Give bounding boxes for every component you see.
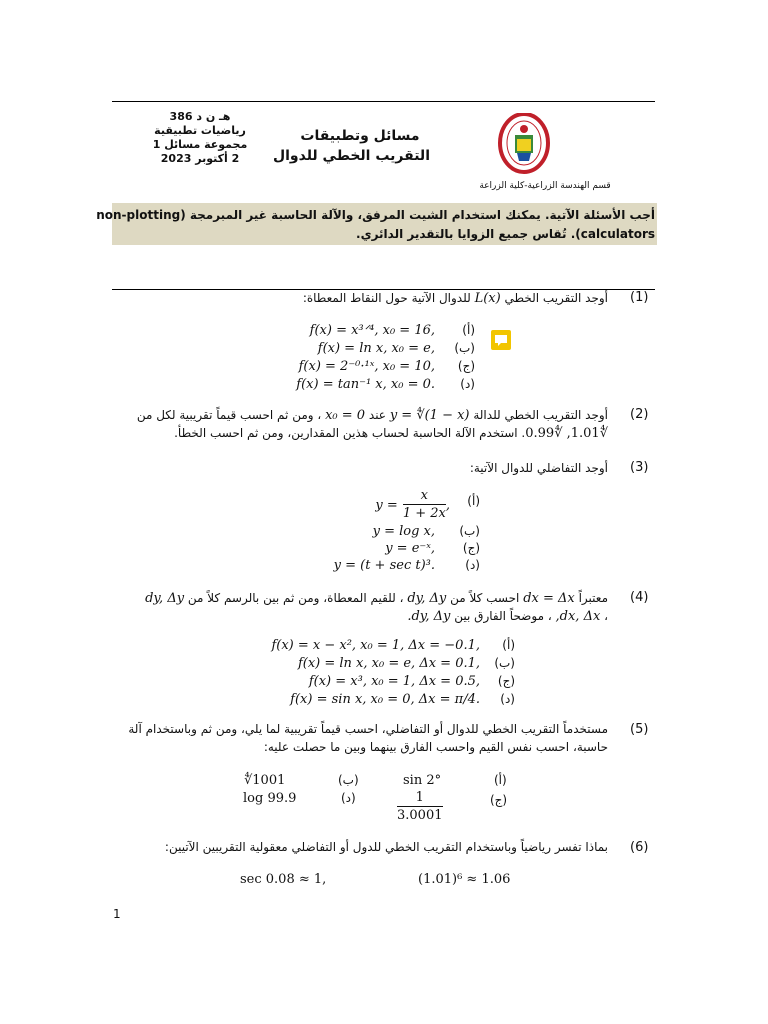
q1-items: f(x) = x³ᐟ⁴, x₀ = 16, (أ) f(x) = ln x, x₀ = e, (ب) f(x) = 2⁻⁰·¹ˣ, x₀ = 10, (ج) f(x) = tan⁻¹ x, x₀ = 0. (د) — [296, 323, 475, 392]
q5-item-b: ∜1001 — [244, 773, 286, 788]
department: قسم الهندسة الزراعية-كلية الزراعة — [479, 181, 611, 191]
course-code: هـ ن د 386 — [169, 110, 231, 123]
q4-number: (4) — [630, 590, 649, 605]
q3-items: y = $\frac{x}{1 + 2x}$ , (أ) y = log x, (ب) y = e⁻ˣ, (ج) y = (t + sec t)³. (د) — [333, 488, 480, 573]
q6-number: (6) — [630, 840, 649, 855]
date: 2 أكتوبر 2023 — [160, 152, 240, 165]
q6-prompt: بماذا تفسر رياضياً وباستخدام التقريب الخطي للدول أو التفاضلي معقولية التقريبين الآتيين: — [164, 840, 608, 854]
course-name: رياضيات تطبيقية — [154, 124, 246, 137]
q5-item-a: sin 2° — [403, 773, 442, 788]
q5-item-c: 1 3.0001 — [397, 790, 443, 823]
problem-set: مجموعة مسائل 1 — [152, 138, 248, 151]
q2-number: (2) — [630, 407, 649, 422]
comment-icon[interactable] — [491, 330, 511, 350]
title-line-1: مسائل وتطبيقات — [300, 128, 420, 144]
q4-item-c: f(x) = x³, x₀ = 1, Δx = 0.5, — [308, 674, 480, 689]
cairo-university-logo — [497, 113, 551, 179]
q1-item-b: f(x) = ln x, x₀ = e, — [317, 341, 435, 356]
q3-number: (3) — [630, 460, 649, 475]
q6-expr-2: (1.01)⁶ ≈ 1.06 — [418, 872, 511, 887]
q5-line-2: حاسبة، احسب نفس القيم واحسب الفارق بينهما وبين ما حصلت عليه: — [263, 740, 608, 754]
q1-item-a: f(x) = x³ᐟ⁴, x₀ = 16, — [309, 323, 435, 338]
q3-item-d: y = (t + sec t)³. — [333, 558, 435, 573]
q3-item-c: y = e⁻ˣ, — [385, 541, 435, 556]
q6-expr-1: sec 0.08 ≈ 1, — [240, 872, 327, 887]
instructions-line-1: أجب الأسئلة الآتية. يمكنك استخدام الشيت المرفق، والآلة الحاسبة غير المبرمجة (non-plotting — [96, 208, 655, 222]
q5-line-1: مستخدماً التقريب الخطي للدوال أو التفاضلي، احسب قيماً تقريبية لما يلي، ومن ثم وباستخدام آلة — [128, 722, 608, 736]
q4-item-d: f(x) = sin x, x₀ = 0, Δx = π/4. — [290, 692, 480, 707]
q5-number: (5) — [630, 722, 649, 737]
q2-line-1: أوجد التقريب الخطي للدالة y = ∜(1 − x) عند x₀ = 0 ، ومن ثم احسب قيماً تقريبية لكل من — [136, 408, 608, 423]
q1-prompt: أوجد التقريب الخطي L(x) للدوال الآتية حول النقاط المعطاة: — [302, 291, 608, 306]
q1-item-d: f(x) = tan⁻¹ x, x₀ = 0. — [296, 377, 435, 392]
q1-item-c: f(x) = 2⁻⁰·¹ˣ, x₀ = 10, — [298, 359, 435, 374]
instructions-box — [96, 203, 657, 245]
q3-prompt: أوجد التفاضلي للدوال الآتية: — [469, 461, 608, 475]
q4-item-a: f(x) = x − x², x₀ = 1, Δx = −0.1, — [271, 638, 480, 653]
q3-item-a: y = $\frac{x}{1 + 2x}$ , — [375, 488, 450, 521]
page-number: 1 — [113, 907, 121, 921]
instructions-line-2: calculators). تُقاس جميع الزوايا بالتقدير الدائري. — [356, 227, 655, 241]
q2-line-2: ∜1.01, ∜0.99. استخدم الآلة الحاسبة لحساب هذين المقدارين، ومن ثم احسب الخطأ. — [174, 426, 608, 441]
title-line-2: التقريب الخطي للدوال — [272, 148, 430, 164]
q4-items: f(x) = x − x², x₀ = 1, Δx = −0.1, (أ) f(x) = ln x, x₀ = e, Δx = 0.1, (ب) f(x) = x³, x₀ = 1, Δx = 0.5, (ج) f(x) = sin x, x₀ = 0, Δx = π/4. (د) — [271, 638, 515, 707]
q4-item-b: f(x) = ln x, x₀ = e, Δx = 0.1, — [297, 656, 480, 671]
q1-number: (1) — [630, 290, 649, 305]
q4-line-1: معتبراً dx = Δx احسب كلاً من dy, Δy ، للقيم المعطاة، ومن ثم بين بالرسم كلاً من dy, Δy — [145, 591, 608, 606]
q3-item-b: y = log x, — [372, 524, 435, 539]
q4-line-2: ، dx, Δx, ، موضحاً الفارق بين dy, Δy. — [407, 609, 608, 624]
q5-item-d: log 99.9 — [243, 791, 297, 806]
